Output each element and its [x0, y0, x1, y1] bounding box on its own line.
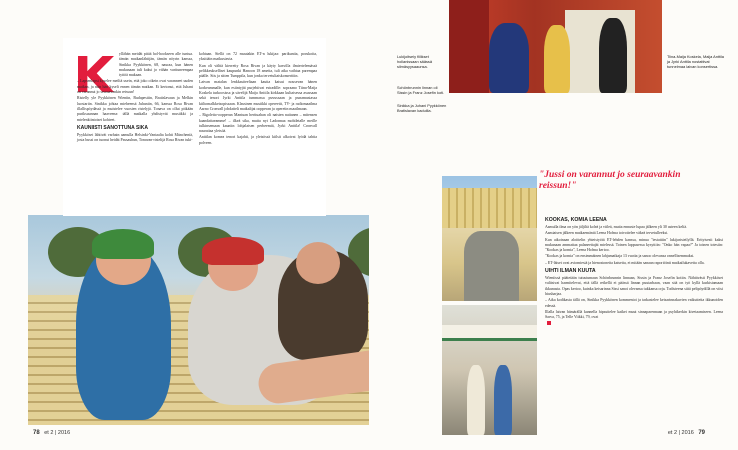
- magazine-name: et: [44, 430, 49, 436]
- article-text-box: [63, 38, 326, 216]
- article-column-2: [199, 52, 317, 147]
- paragraph: Illalla laivan hämärällä kannella hipsuttelee kaikei muut sinnaparennaan ja psyhikerkin kivetaamiseen. Leena Sarva, 75, ja Telle Viikki, 79, ovat: [545, 309, 723, 320]
- paragraph: Aamiaisen jälkeen matkaemäntä Leena Hofma toivottelee väkeä tervetulleeksi.: [545, 231, 669, 236]
- singer-blue-dress: [489, 23, 529, 93]
- page-number: 78: [33, 430, 40, 436]
- photo-caption: Tiina-Maija Koskela, Maija Anttila ja Jyrki Anttila nostattivat tunnelmaa laivan konsertissa.: [667, 54, 724, 69]
- pull-quote: "Jussi on varannut jo seuraavankin reissun!": [539, 170, 681, 191]
- paragraph: Aamulla ilma on yön jäljiltä koleä ja viileä, mutta ennuste lupaa jälkeen yli 30 asteen keliä.: [545, 225, 688, 229]
- woman-green-scarf: [76, 245, 171, 420]
- curtain-shape: [449, 0, 489, 93]
- paragraph: – Lapsenlapsi kyselee meiltä usein, että joko oikein ovat varanneet uuden matkan, ja niin hän kyseli ennen tämän matkan. Ei kertonut, että Juhani on varannut jo seuraavankin reissun!: [77, 79, 193, 95]
- paragraph: – Rigoletto-oopperan Mantuan herttuahan oli naisten naitanen – mitensen kaandattaeamme! – ilkeä sika, mutta nyt Ladonnaa mobiletalle meille tulkinsemaan kauniin lohjalaisen perheemiä, Jyrki Anttila! Cronvall naurattaa yleisöä.: [199, 113, 317, 134]
- page-number: 79: [698, 430, 705, 436]
- issue-number: 2 | 2016: [50, 430, 71, 436]
- woman-walking: [467, 365, 485, 435]
- paragraph: kohtaan. Siellä on 72 muutakin ET-n lukijaa: parikuntia, porukoita, yksittäin matkustavia.: [199, 52, 317, 62]
- folio-left: [33, 430, 70, 436]
- paragraph: – Aika kodikasta tällä on, Sinikka Pyykkönen kommentoi ja tarkastelee keisarinnakuvien vaikutteita ikkunoiden edessä.: [545, 298, 723, 308]
- paragraph: Wieniissä päätetään tutustumaan Schönbrunnin linnaan, Sissin ja Franz Josefin kotiin. Nähtävästi Pyykköset valitsivat harmitelevat, että tällä retkellä ei päässä linnan puutarhaan, vaan sitä on työ kyllä kurkistamaan ikkunasta. Opas kertoo, kuinka keisarinna Sissi sanoi olevansa tukkansa orja. Todisteena siitä pelipöydillä on viisi hiusharjaa.: [545, 276, 723, 296]
- sunbathing-women-photo: [28, 215, 369, 425]
- schonbrunn-palace-photo: [442, 176, 537, 301]
- concert-photo: [449, 0, 662, 93]
- paragraph: – ET-läiset ovat aviomiesiä ja hienostoneita katsetta, ei mitään sanaan raportöinti matkailukavetta olla.: [545, 260, 705, 265]
- palace-facade: [442, 188, 537, 228]
- paragraph: Laivan matalan lenkkasiteeltaan kautta katsui nousevan hänen korkeammalle, kun esiintyjät purjehtivat estradille: sopraano Tiina-Maija Koskela turkoosissa ja sävelijä Maija Anttila kirkkaan kultaisessa asussaan sekä tenori Jyrki Anttila tummassa puvussaan ja punamustassa kiiltomalkkeisopissaan. Klassinen musiikki opereetit, TV- ja radiomaailma Aarno Cronvall johdatteli matkalijat oopperan ja operetin maailmaan.: [199, 80, 317, 111]
- bratislava-street-photo: [442, 305, 537, 435]
- photo-caption: Lukijoitseiy fiilikset hollanissaan säässä silmäsyysaaunsa.: [397, 54, 433, 69]
- subheading: KAUNIISTI SANOTTUNA SIKA: [77, 124, 148, 131]
- paragraph: Kun aikoinaan aloittelin yhteistyötä ET-lehden kanssa, minua "testattiin" lukijaristeilyllä. Erityisesti kaksi mukanaan ammattaa palaneettajät mielessä. Toinen lappusessa kysyttiin: "Onko hän vapaa?" Ja toinen totesiin: "Kookas ja komia", Leena Hofma kertoo.: [545, 237, 723, 253]
- folio-right: [668, 430, 705, 436]
- paragraph: Anttilan komea tenori kajahti, ja yleisössä kiilsit alkoivat lyödä tahtia polveen.: [199, 135, 317, 145]
- paragraph: Pyykköset lähtivät varhain aamulla Helsinki-Vantaalta kohti Müncheniä, josta bussi on tuonut heidät Passauhun, Tonavan-ristelijä Rosa Rivan tuki-: [77, 132, 193, 143]
- paragraph: Ristelly yle Pyykkönen Wieniin, Budapestiin, Bratislavaan ja Melkin luostariin. Sinikka johtaa mieheensä Juhaniin, 66, kanssa Rosa Rivan illallispöydässä ja muistelee vuosien ristelyjä. Tonava on ollut pitkään puriksuunnan haaveena: tällä matkalla yhdistyvät musiikki ja mielenkiintoiset kohteet.: [77, 96, 193, 122]
- intro-paragraph: yllähän meidät pitää hol-hookseen alle tuntua. tämän matkanlähtijän, tämän nöyrin kanssa, Sinikka Pyykkönen, 68, nauraa, kun hänen mukanaan tuli kaksi jo vähän varttuneempaa tyttöä mukaan.: [119, 52, 193, 78]
- singer-gold-dress: [544, 25, 570, 93]
- issue-number: 2 | 2016: [674, 430, 694, 436]
- paragraph: Kun oli välttä kierretty Rosa Rivan ja käyty kasvilla ilmiertelemässä pelikkeukselliset kaupunki Hanoon 18 ametta, tuli aika vaihtaa parempaa päälle. Siis ja sitten Tumppila, kun jonka tervetuliaiskonserttiin.: [199, 63, 317, 79]
- subheading: KOOKAS, KOMIA LEENA: [545, 217, 607, 223]
- article-column-3: [545, 215, 723, 328]
- fountain-statue: [464, 231, 519, 301]
- photo-caption: Sinikka ja Juhani Pyykkönen Bratislavan kaduilla.: [397, 103, 447, 113]
- magazine-name: et: [667, 430, 673, 436]
- right-page: [369, 0, 738, 450]
- tenor-dark-suit: [599, 18, 627, 93]
- subheading: UIHTI ILMAN KUUTA: [545, 268, 596, 275]
- article-column-1: [77, 52, 193, 144]
- continue-arrow-icon: [547, 321, 551, 325]
- man-walking: [494, 365, 512, 435]
- cafe-awning: [442, 325, 537, 341]
- paragraph: "Kookas ja komia" on ensimmäinen lahjamatkaja 13 vuotta ja sanoo olevansa onnellisemmaksi.: [545, 254, 695, 259]
- woman-background: [278, 250, 368, 360]
- photo-caption: Schönbrunnin linnan oli Sissin ja Franz Josefin koti.: [397, 85, 445, 95]
